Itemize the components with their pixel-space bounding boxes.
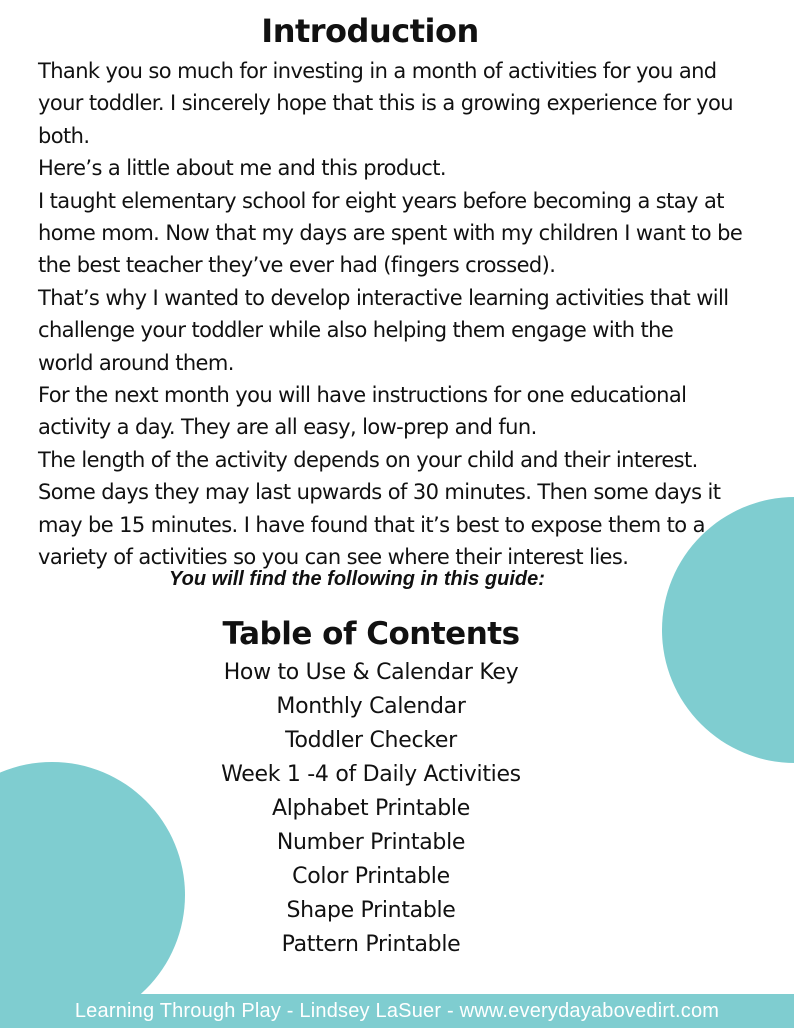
intro-line: Thank you so much for investing in a month of activities for you and	[38, 59, 717, 83]
intro-line: world around them.	[38, 350, 234, 375]
toc-item: Color Printable	[292, 864, 450, 889]
table-of-contents	[0, 656, 742, 962]
intro-line: That’s why I wanted to develop interactive learning activities that will	[38, 285, 729, 310]
toc-item: Number Printable	[276, 830, 466, 855]
intro-line: challenge your toddler while also helping them engage with the	[38, 318, 674, 343]
footer-bar	[0, 994, 794, 1028]
toc-title: Table of Contents	[222, 616, 520, 652]
footer-text: Learning Through Play - Lindsey LaSuer - www.everydayabovedirt.com	[74, 999, 720, 1022]
intro-text	[38, 55, 778, 574]
intro-line: home mom. Now that my days are spent with my children I want to be	[38, 221, 743, 246]
intro-line: may be 15 minutes. I have found that it’s best to expose them to a	[38, 512, 705, 537]
intro-line: Some days they may last upwards of 30 minutes. Then some days it	[38, 480, 721, 505]
toc-item: Shape Printable	[286, 898, 456, 923]
intro-line: Here’s a little about me and this product.	[38, 156, 446, 181]
intro-line: the best teacher they’ve ever had (fingers crossed).	[38, 253, 556, 278]
guide-subheading: You will find the following in this guide:	[169, 568, 545, 590]
intro-line: The length of the activity depends on your child and their interest.	[38, 447, 698, 472]
toc-item: Pattern Printable	[281, 932, 461, 957]
intro-line: For the next month you will have instructions for one educational	[38, 383, 687, 408]
toc-item: How to Use & Calendar Key	[223, 660, 519, 685]
toc-item: Toddler Checker	[285, 728, 457, 753]
intro-line: I taught elementary school for eight years before becoming a stay at	[38, 188, 724, 213]
page-title: Introduction	[261, 12, 479, 50]
intro-line: variety of activities so you can see where their interest lies.	[38, 545, 629, 570]
intro-line: your toddler. I sincerely hope that this is a growing experience for you	[38, 91, 733, 116]
toc-item: Alphabet Printable	[272, 796, 470, 821]
toc-item: Monthly Calendar	[276, 694, 466, 719]
intro-line: both.	[38, 123, 90, 148]
toc-item: Week 1 -4 of Daily Activities	[221, 762, 521, 787]
intro-line: activity a day. They are all easy, low-prep and fun.	[38, 415, 537, 440]
